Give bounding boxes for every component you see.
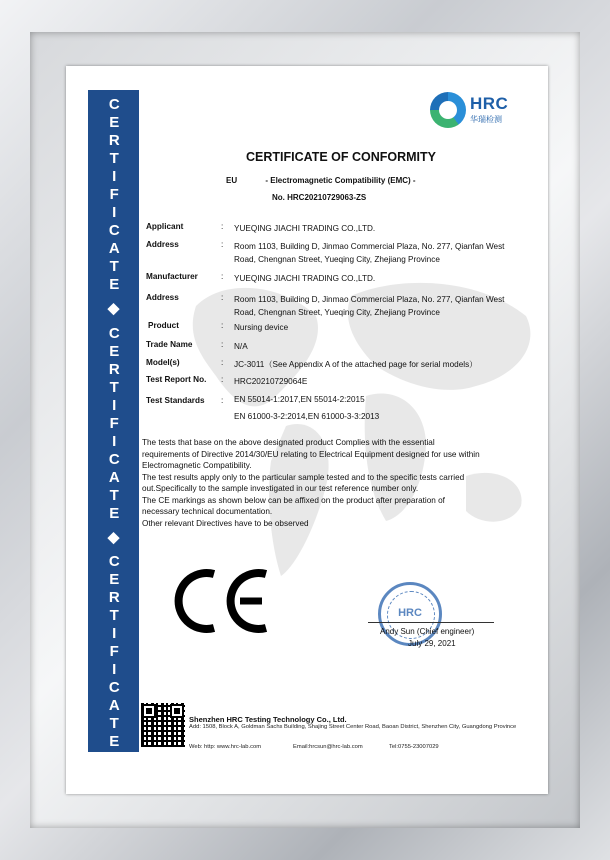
- field-colon: :: [221, 340, 224, 349]
- field-colon: :: [221, 240, 224, 249]
- statement-paragraph: The test results apply only to the particular sample tested and to the specific tests carried out.Specifically to the sample investigated in our test reference number only.: [142, 472, 465, 493]
- field-label: Model(s): [146, 358, 180, 367]
- diamond-icon: ◆: [107, 528, 120, 546]
- field-label: Applicant: [146, 222, 184, 231]
- field-value: YUEQING JIACHI TRADING CO.,LTD.: [234, 224, 376, 233]
- certificate-title: CERTIFICATE OF CONFORMITY: [245, 150, 437, 164]
- field-value: Nursing device: [234, 323, 289, 332]
- company-seal: [378, 582, 442, 646]
- side-band: [88, 90, 139, 752]
- hrc-logo-icon: [430, 92, 466, 128]
- field-label: Product: [148, 321, 179, 330]
- field-value: HRC20210729064E: [234, 377, 308, 386]
- signatory-name: Andy Sun (Chief engineer): [380, 627, 475, 636]
- field-label: Trade Name: [146, 340, 193, 349]
- conformity-statement: [142, 437, 482, 529]
- signature-line: [368, 622, 494, 623]
- statement-paragraph: The tests that base on the above designated product Complies with the essential requirements of Directive 2014/30/EU relating to Electrical Equipment designed for use within Electromagnetic Compatibility.: [142, 438, 480, 470]
- diamond-icon: ◆: [107, 300, 120, 317]
- seal-text: HRC: [398, 607, 422, 619]
- hrc-logo: [430, 92, 520, 132]
- field-value: YUEQING JIACHI TRADING CO.,LTD.: [234, 274, 376, 283]
- field-colon: :: [221, 358, 224, 367]
- field-colon: :: [221, 375, 224, 384]
- statement-paragraph: The CE markings as shown below can be affixed on the product after preparation of necessary technical documentation.: [142, 495, 445, 516]
- hrc-logo-subtext: 华瑞检测: [470, 115, 502, 124]
- scope-directive: - Electromagnetic Compatibility (EMC) -: [265, 176, 416, 185]
- field-value: EN 61000-3-2:2014,EN 61000-3-3:2013: [234, 412, 380, 421]
- field-label: Address: [146, 293, 179, 302]
- band-word-3: CERTIFICATE: [105, 553, 123, 751]
- field-value: EN 55014-1:2017,EN 55014-2:2015: [234, 395, 365, 404]
- field-label: Test Standards: [146, 396, 205, 405]
- lab-address: Add: 1508, Block A, Goldman Sachs Building, Shajing Street Center Road, Baoan District, Shenzhen City, Guangdong Province: [189, 724, 517, 730]
- band-word-1: CERTIFICATE: [105, 96, 123, 294]
- field-value: Room 1103, Building D, Jinmao Commercial Plaza, No. 277, Qianfan West Road, Chengnan Street, Yueqing City, Zhejiang Province: [234, 242, 505, 264]
- lab-email: Email:hrcsun@hrc-lab.com: [293, 744, 363, 750]
- certificate-paper: [66, 66, 548, 794]
- field-value: JC-3011（See Appendix A of the attached page for serial models）: [234, 360, 478, 369]
- ce-mark: [174, 566, 270, 636]
- hrc-logo-text: HRC: [470, 94, 509, 113]
- lab-web: Web: http: www.hrc-lab.com: [189, 744, 262, 750]
- lab-tel: Tel:0755-23007029: [389, 744, 439, 750]
- band-text: [88, 90, 139, 752]
- signature-date: July 29, 2021: [408, 639, 456, 648]
- lab-name: Shenzhen HRC Testing Technology Co., Ltd.: [189, 715, 347, 724]
- scope-line: [226, 176, 416, 185]
- field-colon: :: [221, 396, 224, 405]
- scope-region: EU: [226, 176, 238, 185]
- field-label: Manufacturer: [146, 272, 198, 281]
- field-value: N/A: [234, 342, 248, 351]
- field-colon: :: [221, 293, 224, 302]
- field-colon: :: [221, 222, 224, 231]
- field-label: Address: [146, 240, 179, 249]
- field-colon: :: [221, 272, 224, 281]
- qr-code: [141, 703, 185, 747]
- band-word-2: CERTIFICATE: [105, 324, 123, 523]
- field-label: Test Report No.: [146, 375, 207, 384]
- field-colon: :: [221, 321, 224, 330]
- statement-paragraph: Other relevant Directives have to be observed: [142, 518, 309, 528]
- field-value: Room 1103, Building D, Jinmao Commercial Plaza, No. 277, Qianfan West Road, Chengnan Street, Yueqing City, Zhejiang Province: [234, 295, 505, 317]
- certificate-number: No. HRC20210729063-ZS: [272, 193, 367, 202]
